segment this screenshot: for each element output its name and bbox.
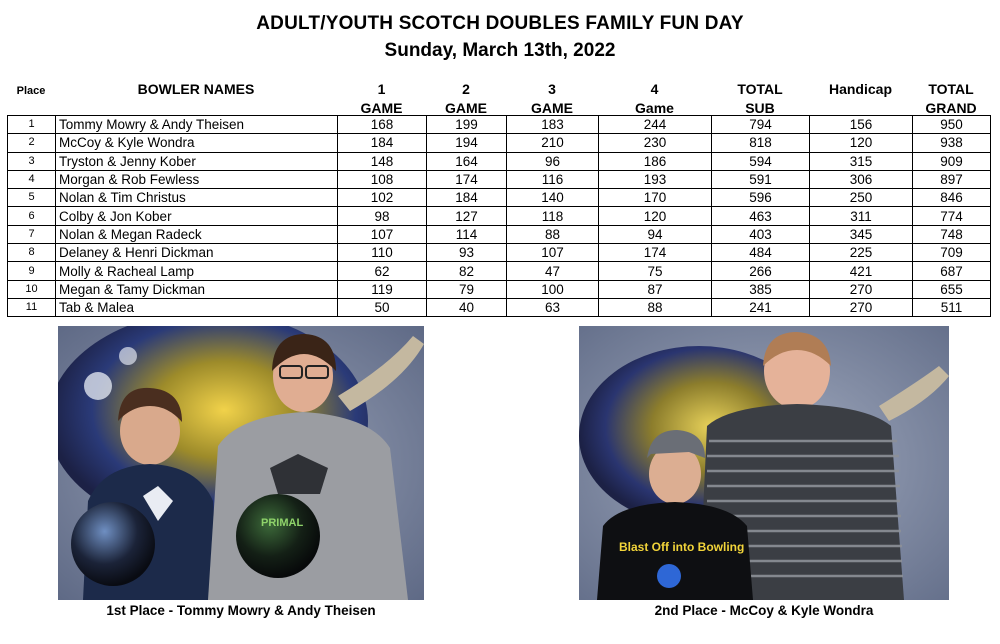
cell-hcp: 311 [810,207,913,225]
cell-g2: 79 [427,280,507,298]
cell-place: 5 [8,189,56,207]
cell-g4: 170 [599,189,712,207]
cell-g1: 98 [338,207,427,225]
cell-g3: 96 [507,152,599,170]
header-place: Place [16,85,46,97]
cell-place: 6 [8,207,56,225]
cell-grand: 511 [913,298,991,316]
cell-g1: 110 [338,244,427,262]
cell-names: Morgan & Rob Fewless [56,170,338,188]
cell-sub: 484 [712,244,810,262]
cell-g2: 93 [427,244,507,262]
header-handicap: Handicap [828,81,892,97]
table-row [8,152,991,170]
event-date: Sunday, March 13th, 2022 [384,40,616,61]
cell-grand: 846 [913,189,991,207]
header-game-1: 1 GAME [360,81,403,116]
cell-grand: 938 [913,134,991,152]
cell-g4: 230 [599,134,712,152]
cell-g1: 108 [338,170,427,188]
cell-names: Megan & Tamy Dickman [56,280,338,298]
cell-g3: 100 [507,280,599,298]
header-total-sub: TOTAL SUB [737,81,783,116]
table-row [8,262,991,280]
table-row [8,225,991,243]
cell-g4: 75 [599,262,712,280]
cell-grand: 748 [913,225,991,243]
cell-sub: 266 [712,262,810,280]
cell-g3: 88 [507,225,599,243]
cell-g2: 40 [427,298,507,316]
cell-names: Tommy Mowry & Andy Theisen [56,116,338,134]
table-row [8,244,991,262]
cell-g4: 87 [599,280,712,298]
cell-g2: 184 [427,189,507,207]
cell-grand: 950 [913,116,991,134]
header-total-grand: TOTAL GRAND [925,81,977,116]
cell-hcp: 156 [810,116,913,134]
table-row [8,207,991,225]
cell-sub: 591 [712,170,810,188]
cell-place: 9 [8,262,56,280]
table-row [8,170,991,188]
second-place-photo [579,326,949,600]
cell-names: Tryston & Jenny Kober [56,152,338,170]
cell-g1: 50 [338,298,427,316]
cell-g3: 183 [507,116,599,134]
cell-g2: 199 [427,116,507,134]
cell-g4: 244 [599,116,712,134]
cell-place: 7 [8,225,56,243]
cell-sub: 385 [712,280,810,298]
cell-names: McCoy & Kyle Wondra [56,134,338,152]
table-row [8,116,991,134]
cell-grand: 774 [913,207,991,225]
cell-grand: 655 [913,280,991,298]
first-place-photo [58,326,424,600]
cell-g1: 148 [338,152,427,170]
cell-g2: 82 [427,262,507,280]
cell-g3: 116 [507,170,599,188]
cell-place: 3 [8,152,56,170]
cell-grand: 897 [913,170,991,188]
header-game-4: 4 Game [635,81,674,116]
table-row [8,280,991,298]
first-place-caption: 1st Place - Tommy Mowry & Andy Theisen [106,603,376,618]
cell-g1: 184 [338,134,427,152]
cell-g1: 168 [338,116,427,134]
cell-names: Nolan & Tim Christus [56,189,338,207]
cell-grand: 687 [913,262,991,280]
cell-hcp: 225 [810,244,913,262]
cell-sub: 241 [712,298,810,316]
cell-g2: 194 [427,134,507,152]
cell-hcp: 421 [810,262,913,280]
cell-g4: 186 [599,152,712,170]
page-title: ADULT/YOUTH SCOTCH DOUBLES FAMILY FUN DAY [256,13,744,34]
shirt-text: Blast Off into Bowling [619,540,745,554]
first-place-photo-illustration [58,326,424,600]
cell-g2: 174 [427,170,507,188]
cell-g4: 94 [599,225,712,243]
cell-g4: 193 [599,170,712,188]
cell-g4: 88 [599,298,712,316]
cell-place: 10 [8,280,56,298]
cell-g1: 102 [338,189,427,207]
cell-grand: 709 [913,244,991,262]
cell-g1: 107 [338,225,427,243]
header-game-3: 3 GAME [531,81,573,116]
cell-g3: 140 [507,189,599,207]
cell-g4: 174 [599,244,712,262]
cell-names: Delaney & Henri Dickman [56,244,338,262]
cell-place: 1 [8,116,56,134]
cell-g1: 62 [338,262,427,280]
cell-hcp: 120 [810,134,913,152]
cell-hcp: 270 [810,280,913,298]
cell-g3: 107 [507,244,599,262]
cell-g2: 127 [427,207,507,225]
cell-place: 11 [8,298,56,316]
table-row [8,134,991,152]
cell-hcp: 270 [810,298,913,316]
table-row [8,189,991,207]
second-place-caption: 2nd Place - McCoy & Kyle Wondra [654,603,874,618]
cell-grand: 909 [913,152,991,170]
cell-sub: 818 [712,134,810,152]
cell-g3: 118 [507,207,599,225]
cell-g2: 114 [427,225,507,243]
cell-sub: 594 [712,152,810,170]
results-table [7,115,991,317]
cell-place: 4 [8,170,56,188]
header-bowler-names: BOWLER NAMES [137,81,255,97]
cell-names: Colby & Jon Kober [56,207,338,225]
cell-sub: 403 [712,225,810,243]
cell-names: Tab & Malea [56,298,338,316]
cell-place: 8 [8,244,56,262]
table-row [8,298,991,316]
cell-g3: 63 [507,298,599,316]
cell-sub: 596 [712,189,810,207]
header-game-2: 2 GAME [445,81,487,116]
cell-hcp: 306 [810,170,913,188]
cell-g3: 210 [507,134,599,152]
cell-names: Molly & Racheal Lamp [56,262,338,280]
second-place-photo-illustration [579,326,949,600]
cell-g1: 119 [338,280,427,298]
cell-sub: 463 [712,207,810,225]
ball-brand-text: PRIMAL [261,517,304,529]
cell-g4: 120 [599,207,712,225]
cell-place: 2 [8,134,56,152]
cell-hcp: 250 [810,189,913,207]
cell-sub: 794 [712,116,810,134]
cell-g2: 164 [427,152,507,170]
cell-g3: 47 [507,262,599,280]
cell-hcp: 315 [810,152,913,170]
cell-names: Nolan & Megan Radeck [56,225,338,243]
cell-hcp: 345 [810,225,913,243]
